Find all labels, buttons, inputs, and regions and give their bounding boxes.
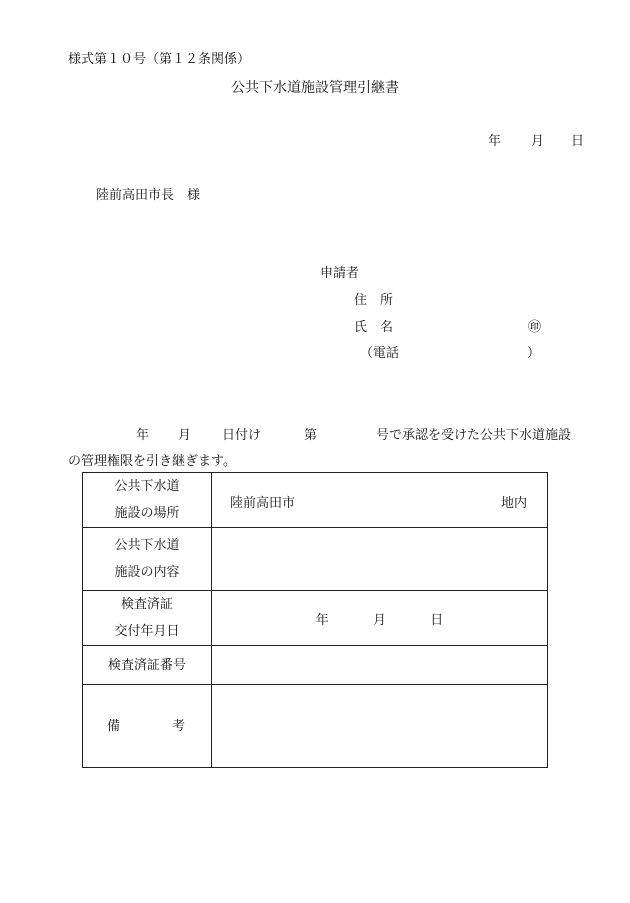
inspection-date-year: 年 [315, 612, 329, 628]
table-row-inspection-date [83, 591, 548, 646]
facility-location-label [83, 473, 212, 528]
phone-label: （電話 [360, 346, 400, 361]
date-month-label: 月 [531, 134, 545, 149]
facility-content-label-line2: 施設の内容 [114, 565, 180, 580]
facility-content-label-line1: 公共下水道 [114, 538, 180, 553]
phone-close-paren: ） [527, 346, 541, 361]
inspection-date-label-line1: 検査済証 [120, 597, 173, 612]
certificate-number-label: 検査済証番号 [83, 646, 212, 685]
facility-location-label-line2: 施設の場所 [114, 506, 180, 521]
inspection-date-month: 月 [372, 612, 386, 628]
inspection-date-day: 日 [430, 612, 444, 628]
body-day-dated: 日付け [222, 428, 262, 443]
facility-content-label [83, 528, 212, 591]
handover-table [82, 472, 548, 768]
facility-content-field[interactable] [212, 528, 548, 591]
inspection-date-label-line2: 交付年月日 [114, 624, 180, 639]
table-row-facility-content [83, 528, 548, 591]
body-dai: 第 [304, 428, 318, 443]
body-month: 月 [178, 428, 192, 443]
facility-location-label-line1: 公共下水道 [114, 479, 180, 494]
remarks-label-char1: 備 [107, 718, 121, 734]
date-year-label: 年 [488, 134, 502, 149]
facility-location-suffix: 地内 [500, 496, 527, 511]
remarks-label-char2: 考 [171, 718, 185, 734]
inspection-date-label [83, 591, 212, 646]
applicant-name-label: 氏 名 [354, 320, 394, 335]
table-row-facility-location [83, 473, 548, 528]
facility-location-city: 陸前高田市 [230, 496, 296, 511]
body-year: 年 [136, 428, 150, 443]
document-title: 公共下水道施設管理引継書 [231, 80, 399, 96]
inspection-date-field[interactable] [212, 591, 548, 646]
applicant-label: 申請者 [320, 266, 360, 281]
facility-location-field[interactable] [212, 473, 548, 528]
body-approval-text: 号で承認を受けた公共下水道施設 [376, 428, 572, 443]
certificate-number-field[interactable] [212, 646, 548, 685]
table-row-remarks [83, 685, 548, 768]
remarks-field[interactable] [212, 685, 548, 768]
remarks-label [83, 685, 212, 768]
addressee: 陸前高田市長 様 [96, 188, 201, 203]
seal-mark: ㊞ [528, 320, 542, 335]
body-text-line2: の管理権限を引き継ぎます。 [68, 454, 236, 469]
applicant-address-label: 住 所 [354, 293, 394, 308]
date-day-label: 日 [571, 134, 585, 149]
form-number: 様式第１０号（第１２条関係） [68, 52, 251, 67]
table-row-certificate-number [83, 646, 548, 685]
